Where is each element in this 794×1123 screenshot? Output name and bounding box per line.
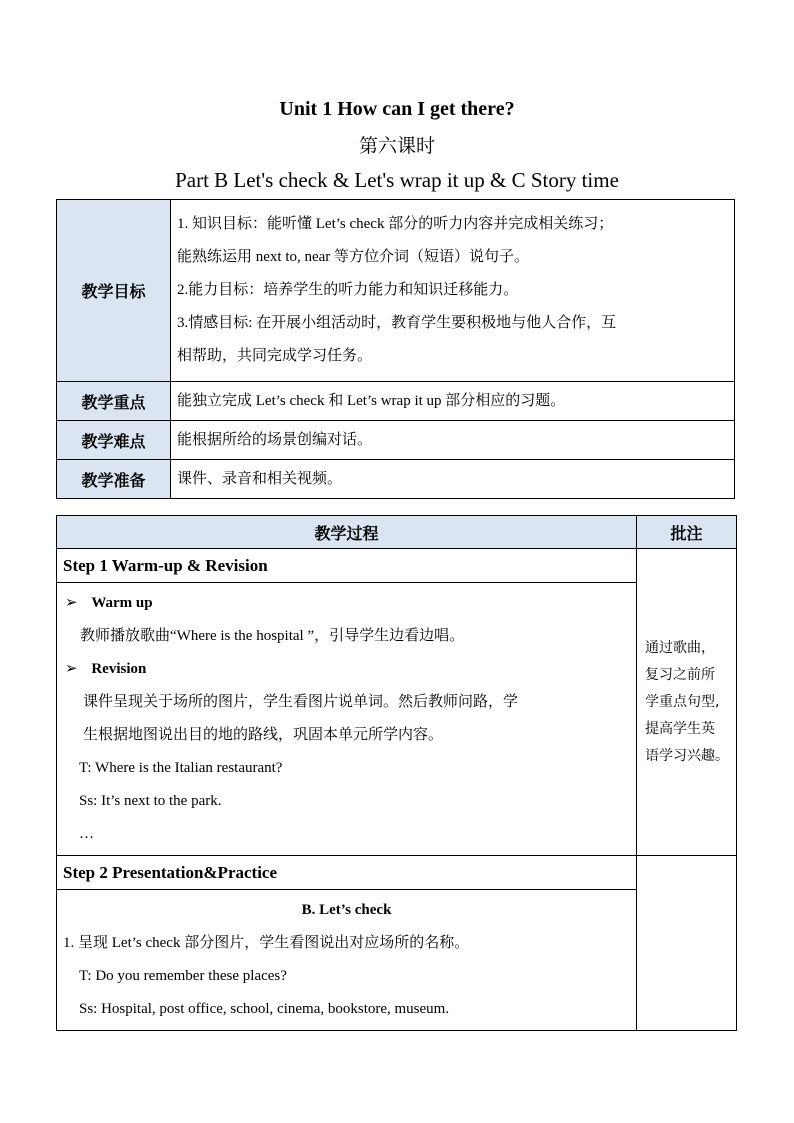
document-title: Unit 1 How can I get there? xyxy=(279,98,515,120)
step1-note xyxy=(637,549,737,856)
note-line: 语学习兴趣。 xyxy=(645,747,729,764)
step2-content xyxy=(57,890,637,1031)
ellipsis: … xyxy=(79,826,94,842)
warmup-text: 教师播放歌曲“Where is the hospital ”，引导学生边看边唱。 xyxy=(80,628,465,644)
objective-line: 3.情感目标: 在开展小组活动时，教育学生要积极地与他人合作，互 xyxy=(177,315,617,331)
row-label-preparation: 教学准备 xyxy=(57,460,171,499)
difficulties-content: 能根据所给的场景创编对话。 xyxy=(171,421,735,460)
header-process: 教学过程 xyxy=(57,516,637,549)
process-table xyxy=(56,515,737,1031)
warmup-label: Warm up xyxy=(91,595,153,611)
dialog-line: T: Where is the Italian restaurant? xyxy=(79,760,283,776)
note-line: 学重点句型, xyxy=(645,693,720,710)
revision-text: 课件呈现关于场所的图片，学生看图片说单词。然后教师问路，学 xyxy=(83,694,519,710)
note-line: 提高学生英 xyxy=(645,720,715,737)
revision-text: 生根据地图说出目的地的路线，巩固本单元所学内容。 xyxy=(83,727,444,743)
arrow-bullet-icon: ➢ xyxy=(65,661,78,677)
row-label-key-points: 教学重点 xyxy=(57,382,171,421)
objective-line: 1. 知识目标：能听懂 Let’s check 部分的听力内容并完成相关练习； xyxy=(177,216,614,232)
arrow-bullet-icon: ➢ xyxy=(65,595,78,611)
note-line: 通过歌曲， xyxy=(645,639,715,656)
step2-title: Step 2 Presentation&Practice xyxy=(57,856,637,890)
revision-label: Revision xyxy=(91,661,147,677)
row-label-objectives: 教学目标 xyxy=(57,200,171,382)
objective-line: 能熟练运用 next to, near 等方位介词（短语）说句子。 xyxy=(177,249,530,265)
objectives-table xyxy=(56,199,735,499)
header-notes: 批注 xyxy=(637,516,737,549)
lesson-period: 第六课时 xyxy=(358,136,435,157)
preparation-content: 课件、录音和相关视频。 xyxy=(171,460,735,499)
step2-note xyxy=(637,856,737,1031)
step1-title: Step 1 Warm-up & Revision xyxy=(57,549,637,583)
step2-item: 1. 呈现 Let’s check 部分图片，学生看图说出对应场所的名称。 xyxy=(63,935,470,951)
note-line: 复习之前所 xyxy=(645,666,715,683)
step1-content xyxy=(57,583,637,856)
objective-line: 2.能力目标：培养学生的听力能力和知识迁移能力。 xyxy=(177,282,519,298)
objective-line: 相帮助，共同完成学习任务。 xyxy=(177,348,373,364)
dialog-line: Ss: Hospital, post office, school, cinema, bookstore, museum. xyxy=(79,1001,450,1017)
objectives-content xyxy=(171,200,735,382)
row-label-difficulties: 教学难点 xyxy=(57,421,171,460)
dialog-line: T: Do you remember these places? xyxy=(79,968,287,984)
key-points-content: 能独立完成 Let’s check 和 Let’s wrap it up 部分相应的习题。 xyxy=(171,382,735,421)
lesson-subtitle: Part B Let's check & Let's wrap it up & C Story time xyxy=(175,168,619,192)
dialog-line: Ss: It’s next to the park. xyxy=(79,793,222,809)
step2-subtitle: B. Let’s check xyxy=(301,902,392,918)
